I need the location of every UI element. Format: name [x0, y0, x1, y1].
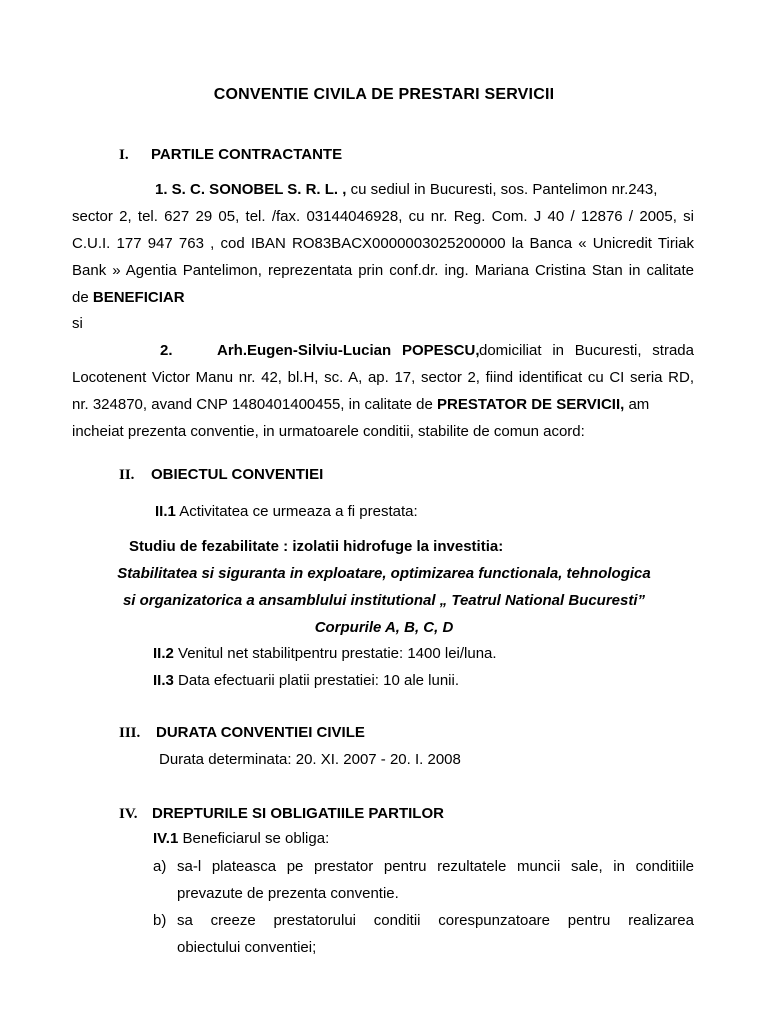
party-1-line-5 — [72, 289, 185, 307]
party-2-cnp: nr. 324870, avand CNP 1480401400455, in calitate de — [72, 396, 438, 413]
party-2-number: 2. — [160, 342, 173, 359]
item-2-3 — [153, 672, 459, 690]
section-4-number: IV. — [119, 806, 138, 822]
party-1-address: cu sediul in Bucuresti, sos. Pantelimon nr.243, — [346, 181, 658, 198]
study-title: Studiu de fezabilitate : izolatii hidrofuge la investitia: — [129, 538, 504, 555]
party-1-role-prefix: de — [72, 289, 93, 306]
section-4-heading: DREPTURILE SI OBLIGATIILE PARTILOR — [152, 805, 444, 822]
party-1-role: BENEFICIAR — [92, 289, 185, 306]
party-1-line-4: Bank » Agentia Pantelimon, reprezentata prin conf.dr. ing. Mariana Cristina Stan in calitate — [72, 262, 694, 279]
party-2-line-3 — [72, 396, 649, 414]
item-2-1-label: II.1 — [155, 503, 176, 520]
study-subject-line-1: Stabilitatea si siguranta in exploatare, optimizarea functionala, tehnologica — [117, 565, 651, 582]
list-item-b-label: b) — [153, 912, 167, 929]
list-item-a-label: a) — [153, 858, 167, 875]
party-1-line-1 — [155, 181, 657, 199]
section-1-heading: PARTILE CONTRACTANTE — [151, 146, 343, 163]
item-2-2-label: II.2 — [153, 645, 174, 662]
item-2-3-text: Data efectuarii platii prestatiei: 10 ale lunii. — [173, 672, 460, 689]
party-2-address-start: domiciliat in Bucuresti, strada — [479, 342, 694, 359]
item-4-1 — [153, 830, 329, 848]
item-2-1 — [155, 503, 418, 521]
list-item-a-line-2: prevazute de prezenta conventie. — [177, 885, 399, 902]
party-2-line-4: incheiat prezenta conventie, in urmatoarele conditii, stabilite de comun acord: — [72, 423, 585, 440]
section-3-number: III. — [119, 725, 141, 741]
study-subject-line-3: Corpurile A, B, C, D — [314, 619, 454, 636]
list-item-a-line-1: sa-l plateasca pe prestator pentru rezultatele muncii sale, in conditiile — [177, 858, 694, 875]
section-2-heading: OBIECTUL CONVENTIEI — [151, 466, 324, 483]
conjunction-si: si — [72, 315, 83, 332]
document-title: CONVENTIE CIVILA DE PRESTARI SERVICII — [213, 86, 555, 103]
party-2-name-first: Arh.Eugen-Silviu-Lucian — [217, 342, 392, 359]
party-2-line-2: Locotenent Victor Manu nr. 42, bl.H, sc. A, ap. 17, sector 2, fiind identificat cu CI seria RD, — [72, 369, 694, 386]
party-1-line-2: sector 2, tel. 627 29 05, tel. /fax. 03144046928, cu nr. Reg. Com. J 40 / 12876 / 2005, si — [72, 208, 694, 225]
item-2-1-text: Activitatea ce urmeaza a fi prestata: — [175, 503, 418, 520]
party-2-name-last: POPESCU, — [402, 342, 480, 359]
section-2-number: II. — [119, 467, 135, 483]
item-2-2 — [153, 645, 497, 663]
party-2-role: PRESTATOR DE SERVICII, — [437, 396, 625, 413]
list-item-b-line-1: sa creeze prestatorului conditii corespunzatoare pentru realizarea — [177, 912, 694, 929]
list-item-b-line-2: obiectului conventiei; — [177, 939, 317, 956]
section-1-number: I. — [119, 147, 129, 163]
item-2-3-label: II.3 — [153, 672, 174, 689]
section-3-heading: DURATA CONVENTIEI CIVILE — [156, 724, 365, 741]
party-1-line-3: C.U.I. 177 947 763 , cod IBAN RO83BACX0000003025200000 la Banca « Unicredit Tiriak — [72, 235, 694, 252]
item-2-2-text: Venitul net stabilitpentru prestatie: 1400 lei/luna. — [173, 645, 497, 662]
item-4-1-text: Beneficiarul se obliga: — [178, 830, 330, 847]
section-3-duration: Durata determinata: 20. XI. 2007 - 20. I. 2008 — [159, 751, 461, 768]
study-subject-line-2: si organizatorica a ansamblului institutional „ Teatrul National Bucuresti” — [122, 592, 646, 609]
party-1-name: 1. S. C. SONOBEL S. R. L. , — [155, 181, 347, 198]
item-4-1-label: IV.1 — [153, 830, 179, 847]
party-2-line-3-suffix: am — [624, 396, 650, 413]
